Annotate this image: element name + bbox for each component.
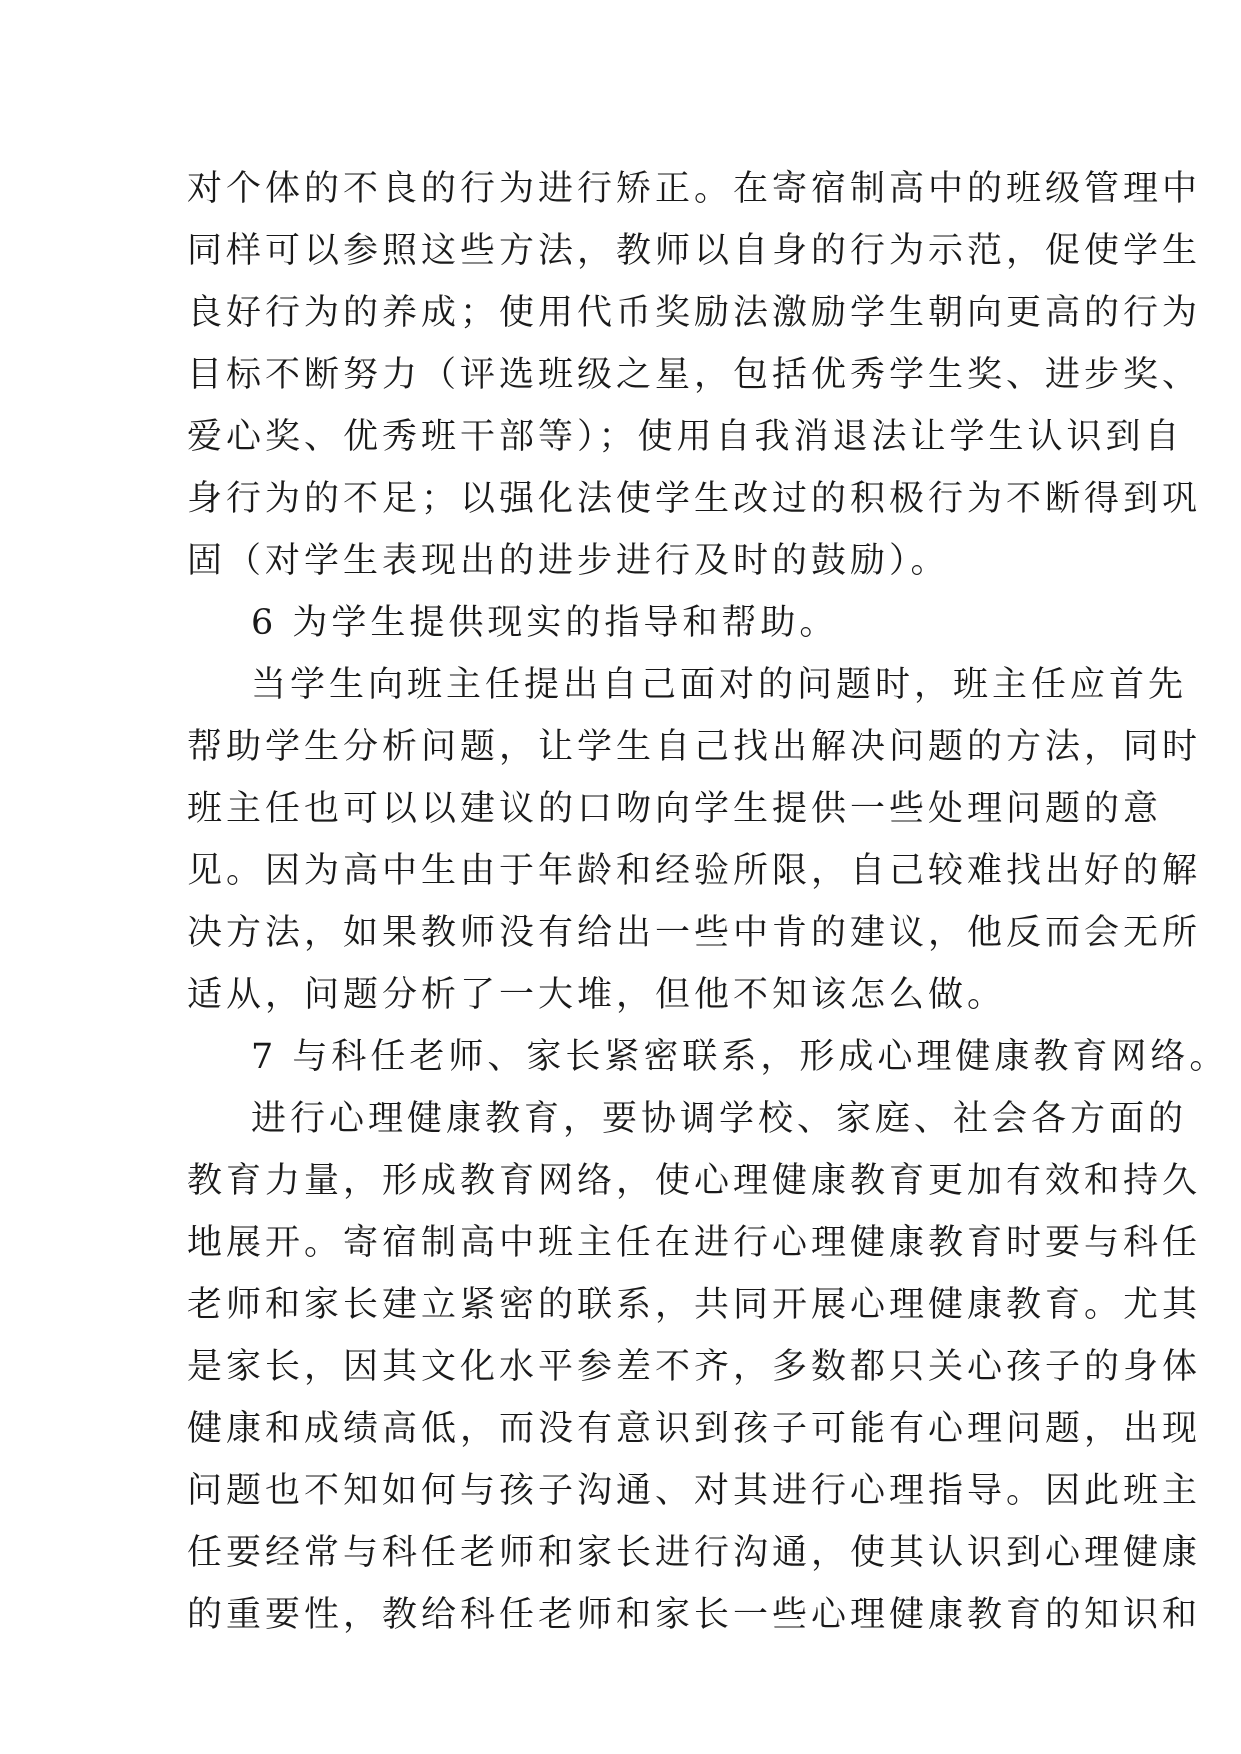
text-line: 适从，问题分析了一大堆，但他不知该怎么做。	[187, 975, 1007, 1015]
text-line: 目标不断努力（评选班级之星，包括优秀学生奖、进步奖、	[187, 355, 1202, 395]
text-line: 的重要性，教给科任老师和家长一些心理健康教育的知识和	[187, 1595, 1202, 1635]
text-line: 是家长，因其文化水平参差不齐，多数都只关心孩子的身体	[187, 1347, 1202, 1387]
text-line: 帮助学生分析问题，让学生自己找出解决问题的方法，同时	[187, 727, 1202, 767]
text-line: 见。因为高中生由于年龄和经验所限，自己较难找出好的解	[187, 851, 1202, 891]
text-line: 7 与科任老师、家长紧密联系，形成心理健康教育网络。	[251, 1037, 1229, 1077]
text-line: 任要经常与科任老师和家长进行沟通，使其认识到心理健康	[187, 1533, 1202, 1573]
text-line: 进行心理健康教育，要协调学校、家庭、社会各方面的	[251, 1099, 1188, 1139]
text-line: 同样可以参照这些方法，教师以自身的行为示范，促使学生	[187, 231, 1202, 271]
text-line: 良好行为的养成；使用代币奖励法激励学生朝向更高的行为	[187, 293, 1202, 333]
text-line: 决方法，如果教师没有给出一些中肯的建议，他反而会无所	[187, 913, 1202, 953]
body-text	[187, 158, 1229, 1646]
text-line: 当学生向班主任提出自己面对的问题时，班主任应首先	[251, 665, 1188, 705]
text-line: 身行为的不足；以强化法使学生改过的积极行为不断得到巩	[187, 479, 1202, 519]
text-line: 问题也不知如何与孩子沟通、对其进行心理指导。因此班主	[187, 1471, 1202, 1511]
text-line: 对个体的不良的行为进行矫正。在寄宿制高中的班级管理中	[187, 169, 1202, 209]
text-line: 爱心奖、优秀班干部等）；使用自我消退法让学生认识到自	[187, 417, 1184, 457]
text-line: 班主任也可以以建议的口吻向学生提供一些处理问题的意	[187, 789, 1163, 829]
text-line: 地展开。寄宿制高中班主任在进行心理健康教育时要与科任	[187, 1223, 1202, 1263]
text-line: 健康和成绩高低，而没有意识到孩子可能有心理问题，出现	[187, 1409, 1202, 1449]
text-line: 老师和家长建立紧密的联系，共同开展心理健康教育。尤其	[187, 1285, 1202, 1325]
text-line: 6 为学生提供现实的指导和帮助。	[251, 603, 839, 643]
text-line: 教育力量，形成教育网络，使心理健康教育更加有效和持久	[187, 1161, 1202, 1201]
text-line: 固（对学生表现出的进步进行及时的鼓励）。	[187, 541, 950, 581]
